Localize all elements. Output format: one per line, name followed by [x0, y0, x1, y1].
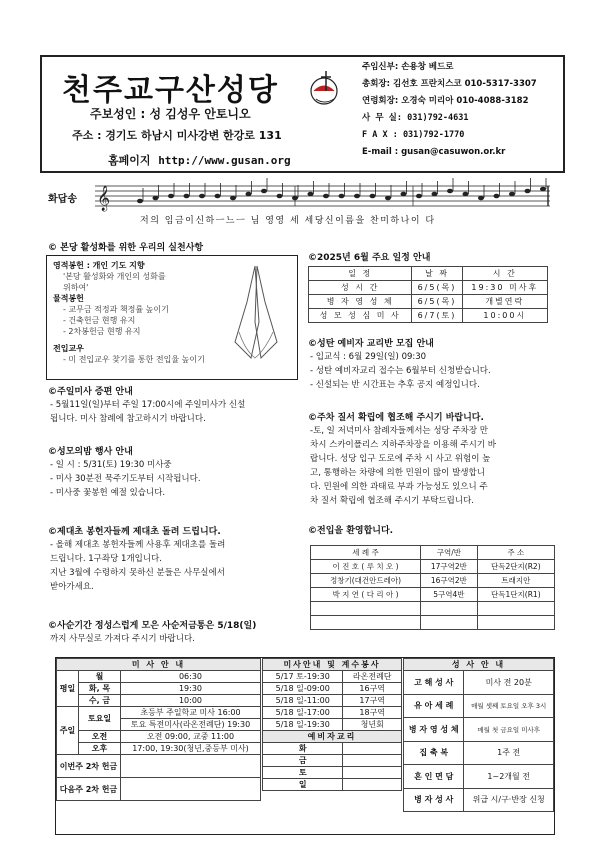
catechumen-value — [343, 767, 402, 779]
schedule-row-cell: 6/5(목) — [412, 281, 462, 295]
sacrament-time: 매월 첫 금요일 미사후 — [464, 718, 554, 742]
sacraments-title: 성 사 안 내 — [404, 659, 554, 671]
section-title-text: 사순기간 정성스럽게 모은 사순저금통은 5/18(일) — [57, 621, 257, 631]
catechumen-value — [343, 755, 402, 767]
section-body-line: - 입교식 : 6월 29일(일) 09:30 — [310, 352, 427, 362]
ministry-row — [263, 695, 402, 707]
c-circle-bullet-icon: © — [48, 387, 57, 397]
music-note — [277, 194, 283, 199]
sacrament-row — [404, 718, 554, 742]
newcomer-row-cell — [311, 602, 421, 616]
svg-text:𝄞: 𝄞 — [97, 186, 111, 211]
ministry-row-cell: 라온전례단 — [343, 671, 402, 683]
schedule-header-time: 시 간 — [462, 267, 547, 281]
section-body-line: 차 질서 확립에 협조해 주시기 부탁드립니다. — [310, 496, 475, 506]
section-body-line: 받아가세요. — [50, 582, 94, 592]
practice-line: '본당 활성화와 개인의 성화를 — [63, 272, 166, 281]
catechumen-day: 금 — [263, 755, 343, 767]
c-circle-bullet-icon: © — [48, 621, 57, 631]
catechumen-row — [263, 779, 402, 791]
patron-saint: 주보성인 : 성 김성우 안토니오 — [90, 107, 251, 121]
newcomer-row-cell: 단독2단지(R2) — [477, 560, 554, 574]
sacrament-time: 1~2개월 전 — [464, 765, 554, 789]
music-note — [478, 196, 484, 201]
music-note — [261, 189, 267, 194]
newcomer-row-cell: 17구역2반 — [421, 560, 478, 574]
newcomer-row-cell: 5구역4반 — [421, 588, 478, 602]
newcomer-row-cell: 16구역2반 — [421, 574, 478, 588]
funeral-society-contact: 연령회장: 오경숙 미리아 010-4088-3182 — [362, 96, 529, 106]
sacrament-name: 병 자 성 사 — [404, 788, 464, 812]
music-note — [246, 192, 252, 197]
c-circle-bullet-icon: © — [48, 243, 57, 253]
newcomers-header-district: 구역/반 — [421, 546, 478, 560]
section-body-line: - 올해 제대초 봉헌자들께 사용후 제대초를 돌려 — [50, 540, 226, 550]
music-note — [494, 194, 500, 199]
bulletin-header — [40, 55, 565, 173]
schedule-title: ©2025년 6월 주요 일정 안내 — [308, 253, 431, 263]
hymn-lyrics: 저의 임금이신하ㅡ느ㅡ 님 영영 세 세당신이름을 찬미하나이 다 — [140, 216, 436, 226]
practice-line: 영적봉헌 : 개인 기도 지향 — [53, 261, 145, 270]
music-note — [463, 192, 469, 197]
section-title-text: 주일미사 증편 안내 — [57, 387, 133, 397]
sacrament-name: 집 축 복 — [404, 741, 464, 765]
newcomers-title: ©전입을 환영합니다. — [308, 526, 394, 536]
weekday-label: 평일 — [57, 671, 79, 707]
schedule-row-cell: 개별연락 — [462, 295, 547, 309]
section-title-text: 제대초 봉헌자들께 제대초 돌려 드립니다. — [57, 527, 221, 537]
music-note — [339, 194, 345, 199]
section-title-text: 주차 질서 확립에 협조해 주시기 바랍니다. — [317, 413, 484, 423]
section-body-line: 랍니다. 성당 입구 도로에 주차 시 사고 위험이 높 — [310, 454, 491, 464]
newcomers-table — [310, 545, 555, 630]
schedule-row-cell: 6/7(토) — [412, 309, 462, 323]
ministry-row-cell: 18구역 — [343, 707, 402, 719]
section-title — [308, 410, 484, 423]
section-title — [308, 336, 434, 349]
practice-line: 전입교우 — [53, 344, 84, 353]
section-body-line: 됩니다. 미사 참례에 참고하시기 바랍니다. — [50, 414, 206, 424]
practice-line: 위하여' — [63, 283, 89, 292]
schedule-row-cell: 병 자 영 성 체 — [309, 295, 412, 309]
music-note — [215, 194, 221, 199]
section-body-line: - 일 시 : 5/31(토) 19:30 미사중 — [50, 460, 172, 470]
ministry-row-cell: 5/17 토-19:30 — [263, 671, 343, 683]
homepage — [108, 152, 291, 168]
newcomer-row — [311, 588, 555, 602]
music-note — [509, 192, 515, 197]
schedule-row — [309, 309, 548, 323]
c-circle-bullet-icon: © — [48, 527, 57, 537]
ministry-row-cell: 청년회 — [343, 719, 402, 731]
schedule-table — [308, 266, 548, 323]
section-title — [48, 618, 256, 631]
sacrament-name: 병 자 영 성 체 — [404, 718, 464, 742]
ministry-row-cell: 17구역 — [343, 695, 402, 707]
section-body-line: - 신설되는 반 시간표는 추후 공지 예정입니다. — [310, 380, 480, 390]
newcomer-row-cell: 단독1단지(R1) — [477, 588, 554, 602]
catechumen-row — [263, 755, 402, 767]
newcomers-header-address: 주 소 — [477, 546, 554, 560]
music-note — [416, 194, 422, 199]
section-body-line: 다. 민원에 의한 과태료 부과 가능성도 있으니 주 — [310, 482, 488, 492]
practice-line: - 교무금 적정과 책정률 높이기 — [63, 305, 169, 314]
section-title-text: 성탄 예비자 교리반 모집 안내 — [317, 339, 434, 349]
newcomer-row-cell: 트래지안 — [477, 574, 554, 588]
newcomer-row-cell — [421, 602, 478, 616]
practice-box — [46, 255, 298, 380]
sacrament-row — [404, 765, 554, 789]
schedule-row-cell: 19:30 미사후 — [462, 281, 547, 295]
section-title-text: 성모의밤 행사 안내 — [57, 447, 133, 457]
section-title — [48, 524, 221, 537]
ministry-row — [263, 683, 402, 695]
c-circle-bullet-icon: © — [308, 253, 317, 263]
music-note — [323, 194, 329, 199]
music-note — [308, 192, 314, 197]
practice-section-title: © 본당 활성화를 위한 우리의 실천사항 — [48, 243, 204, 253]
ministry-table — [262, 658, 402, 791]
newcomers-header-name: 세 례 주 — [311, 546, 421, 560]
newcomer-row — [311, 560, 555, 574]
sacrament-row — [404, 741, 554, 765]
church-name: 천주교구산성당 — [62, 73, 279, 108]
section-body-line: 고, 통행하는 차량에 의한 민원이 많이 발생합니 — [310, 468, 485, 478]
newcomer-row — [311, 616, 555, 630]
ministry-row-cell: 16구역 — [343, 683, 402, 695]
schedule-row-cell: 6/5(목) — [412, 295, 462, 309]
ministry-row — [263, 719, 402, 731]
ministry-row-cell: 5/18 일-09:00 — [263, 683, 343, 695]
music-note — [447, 189, 453, 194]
section-title — [48, 444, 133, 457]
music-note — [385, 196, 391, 201]
newcomer-row-cell: 박 지 연 ( 다 리 아 ) — [311, 588, 421, 602]
music-staff — [95, 178, 555, 218]
sacrament-name: 고 해 성 사 — [404, 671, 464, 695]
music-note — [401, 192, 407, 197]
ministry-row-cell: 5/18 일-17:00 — [263, 707, 343, 719]
office-phone: 사 무 실: 031)792-4631 — [362, 113, 469, 123]
music-note — [432, 192, 438, 197]
contact-list — [362, 59, 567, 161]
ministry-row-cell: 5/18 일-11:00 — [263, 695, 343, 707]
section-body-line: - 미사중 꽃봉헌 예절 있습니다. — [50, 488, 166, 498]
sunday-label: 주일 — [57, 707, 79, 755]
newcomer-row-cell: 이 진 호 ( 루 치 오 ) — [311, 560, 421, 574]
pastor-contact: 주임신부: 손용창 베드로 — [362, 62, 454, 72]
music-note — [230, 196, 236, 201]
section-body-line: - 5월11일(일)부터 주일 17:00시에 주일미사가 신설 — [50, 400, 246, 410]
catechumen-row — [263, 743, 402, 755]
music-note — [370, 194, 376, 199]
schedule-row-cell: 성 모 성 심 미 사 — [309, 309, 412, 323]
newcomer-row — [311, 602, 555, 616]
sacrament-row — [404, 671, 554, 695]
catechumen-day: 화 — [263, 743, 343, 755]
music-note — [199, 194, 205, 199]
catechumen-value — [343, 743, 402, 755]
music-note — [540, 187, 546, 192]
schedule-row — [309, 295, 548, 309]
section-body-line: 드립니다. 1구좌당 1개입니다. — [50, 554, 162, 564]
homepage-label: 홈페이지 — [108, 154, 151, 167]
schedule-row-cell: 성 시 간 — [309, 281, 412, 295]
sacrament-time: 위급 시/구·반장 신청 — [464, 788, 554, 812]
practice-line: 물적봉헌 — [53, 294, 84, 303]
email-address[interactable]: E-mail : gusan@casuwon.or.kr — [362, 147, 506, 157]
music-note — [137, 199, 143, 204]
practice-line: - 미 전입교우 찾기를 통한 전입율 높이기 — [63, 355, 205, 364]
mass-schedule-table: 미 사 안 내 평일 월 06:30 화, 목 19:30 수, 금 10:00 주일 토요일 초등부 주일학교 미사 16:00 토요 특전미사(라온전례단) 19:30 오전 오전 09:00, 교중 11:00 오후 17:00, 19:30(청년,중등부 미사) 이번주 2차 헌금 다음주 2차 헌금 — [56, 658, 261, 801]
section-body-line: - 성탄 예비자교리 접수는 6월부터 신청받습니다. — [310, 366, 491, 376]
music-note — [292, 196, 298, 201]
catechumen-value — [343, 779, 402, 791]
music-note — [153, 196, 159, 201]
praying-hands-icon — [225, 262, 287, 362]
c-circle-bullet-icon: © — [308, 339, 317, 349]
catechumen-title: 예비자교리 — [263, 731, 402, 743]
section-body-line: 까지 사무실로 가져다 주시기 바랍니다. — [50, 634, 195, 644]
c-circle-bullet-icon: © — [308, 413, 317, 423]
music-note — [168, 194, 174, 199]
sacrament-row — [404, 788, 554, 812]
ministry-row — [263, 671, 402, 683]
music-note — [354, 194, 360, 199]
schedule-row — [309, 281, 548, 295]
newcomer-row-cell — [477, 616, 554, 630]
music-note — [184, 194, 190, 199]
section-body-line: 차시 스카이폴리스 지하주차장을 이용해 주시기 바 — [310, 440, 496, 450]
church-cross-logo-icon — [304, 69, 344, 107]
c-circle-bullet-icon: © — [48, 447, 57, 457]
practice-line: - 2차봉헌금 현행 유지 — [63, 327, 141, 336]
church-address: 주소 : 경기도 하남시 미사강변 한강로 131 — [72, 129, 282, 142]
schedule-row-cell: 10:00시 — [462, 309, 547, 323]
section-body-line: -토, 일 저녁미사 참례자들께서는 성당 주차장 만 — [310, 426, 488, 436]
mass-table-title: 미 사 안 내 — [57, 659, 261, 671]
section-title — [48, 384, 133, 397]
music-note — [525, 189, 531, 194]
sacrament-row — [404, 694, 554, 718]
newcomer-row-cell — [477, 602, 554, 616]
sacrament-time: 1주 전 — [464, 741, 554, 765]
responsorial-psalm-label: 화답송 — [48, 194, 77, 205]
ministry-table-title: 미사안내 및 계수봉사 — [263, 659, 402, 671]
newcomer-row-cell: 정창기(대건안드레아) — [311, 574, 421, 588]
catechumen-row — [263, 767, 402, 779]
newcomer-row — [311, 574, 555, 588]
ministry-row — [263, 707, 402, 719]
catechumen-day: 토 — [263, 767, 343, 779]
sacrament-name: 유 아 세 례 — [404, 694, 464, 718]
section-body-line: - 미사 30분전 묵주기도부터 시작됩니다. — [50, 474, 201, 484]
section-body-line: 지난 3월에 수령하지 못하신 분들은 사무실에서 — [50, 568, 225, 578]
council-president-contact: 총회장: 김선호 프란치스코 010-5317-3307 — [362, 79, 537, 89]
schedule-header-date: 날 짜 — [412, 267, 462, 281]
c-circle-bullet-icon: © — [308, 526, 317, 536]
catechumen-day: 일 — [263, 779, 343, 791]
newcomer-row-cell — [421, 616, 478, 630]
practice-line: - 건축헌금 현행 유지 — [63, 316, 136, 325]
ministry-row-cell: 5/18 일-19:30 — [263, 719, 343, 731]
fax-number: F A X : 031)792-1770 — [362, 130, 465, 140]
sacrament-time: 미사 전 20분 — [464, 671, 554, 695]
bottom-info-panel — [55, 657, 555, 835]
sacrament-name: 혼 인 면 담 — [404, 765, 464, 789]
newcomer-row-cell — [311, 616, 421, 630]
sacrament-time: 매월 셋째 토요일 오후 3시 — [464, 694, 554, 718]
schedule-header-event: 일 정 — [309, 267, 412, 281]
homepage-link[interactable]: http://www.gusan.org — [158, 154, 291, 167]
sacraments-table — [403, 658, 554, 812]
